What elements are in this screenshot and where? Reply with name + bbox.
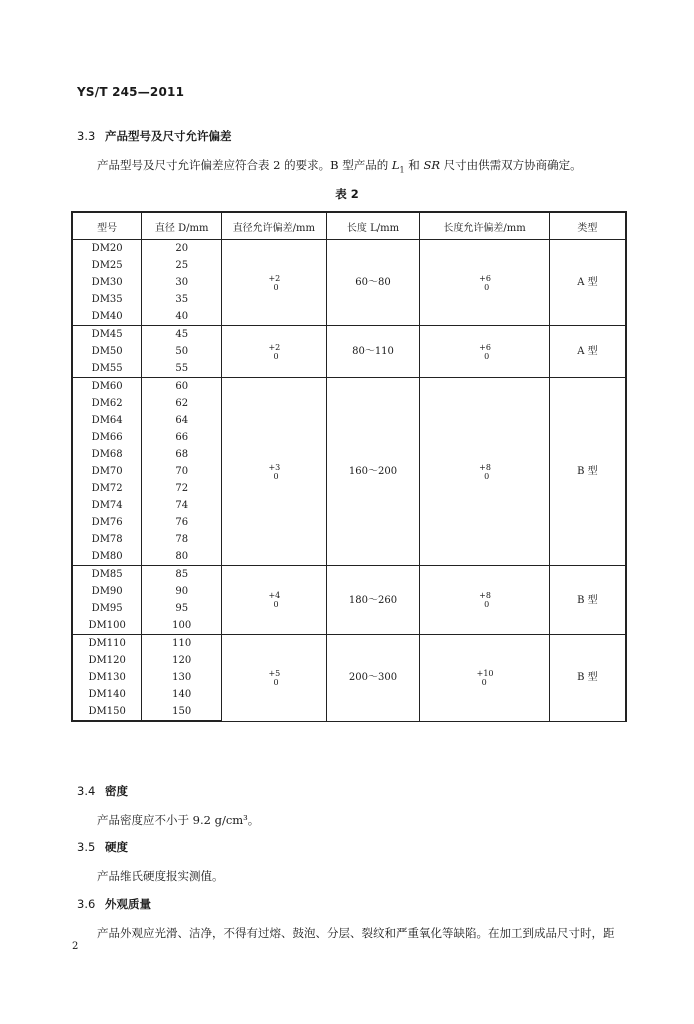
diameter-cell: 120 bbox=[142, 652, 222, 669]
diameter-cell: 110 bbox=[142, 635, 222, 653]
model-cell: DM85 bbox=[72, 566, 142, 584]
diameter-cell: 40 bbox=[142, 308, 222, 326]
tolerance-upper: +6 bbox=[479, 342, 491, 352]
model-cell: DM60 bbox=[72, 378, 142, 396]
tolerance-stack bbox=[267, 274, 280, 292]
diameter-cell: 80 bbox=[142, 548, 222, 566]
diameter-cell: 50 bbox=[142, 343, 222, 360]
section-title: 密度 bbox=[105, 784, 128, 798]
tolerance-lower: 0 bbox=[273, 282, 279, 292]
model-cell: DM66 bbox=[72, 429, 142, 446]
tolerance-lower: 0 bbox=[484, 600, 490, 609]
section-3-3-paragraph bbox=[97, 157, 582, 174]
section-title: 硬度 bbox=[105, 840, 128, 854]
section-title: 外观质量 bbox=[105, 897, 151, 911]
diameter-cell: 76 bbox=[142, 514, 222, 531]
section-3-3-heading bbox=[77, 128, 232, 144]
para-text: 尺寸由供需双方协商确定。 bbox=[439, 158, 582, 172]
section-number: 3.5 bbox=[77, 840, 96, 854]
tolerance-stack bbox=[267, 591, 280, 609]
type-cell: A 型 bbox=[549, 240, 626, 326]
diameter-cell: 30 bbox=[142, 274, 222, 291]
diameter-tolerance-cell bbox=[222, 378, 327, 566]
model-cell: DM55 bbox=[72, 360, 142, 378]
diameter-cell: 150 bbox=[142, 703, 222, 721]
diameter-cell: 62 bbox=[142, 395, 222, 412]
model-cell: DM150 bbox=[72, 703, 142, 721]
header-type: 类型 bbox=[549, 212, 626, 240]
table-caption: 表 2 bbox=[335, 187, 359, 201]
symbol-SR: SR bbox=[423, 158, 440, 172]
model-cell: DM110 bbox=[72, 635, 142, 653]
diameter-cell: 55 bbox=[142, 360, 222, 378]
tolerance-lower: 0 bbox=[484, 351, 490, 361]
tolerance-upper: +4 bbox=[268, 591, 281, 600]
header-diameter: 直径 D/mm bbox=[142, 212, 222, 240]
tolerance-stack bbox=[267, 463, 280, 481]
section-number: 3.6 bbox=[77, 897, 96, 911]
tolerance-upper: +8 bbox=[479, 591, 491, 600]
tolerance-stack bbox=[267, 669, 280, 687]
symbol-L: L bbox=[391, 158, 400, 172]
diameter-cell: 60 bbox=[142, 378, 222, 396]
length-tolerance-cell bbox=[420, 566, 549, 635]
tolerance-upper: +8 bbox=[479, 462, 491, 472]
diameter-cell: 85 bbox=[142, 566, 222, 584]
para-text: 产品型号及尺寸允许偏差应符合表 2 的要求。B 型产品的 bbox=[97, 158, 392, 172]
tolerance-lower: 0 bbox=[484, 471, 490, 481]
length-tolerance-cell bbox=[420, 635, 549, 722]
diameter-cell: 140 bbox=[142, 686, 222, 703]
tolerance-stack bbox=[478, 591, 491, 609]
section-title: 产品型号及尺寸允许偏差 bbox=[105, 129, 232, 143]
tolerance-lower: 0 bbox=[481, 677, 487, 687]
spec-table bbox=[71, 211, 627, 722]
tolerance-stack bbox=[476, 669, 494, 687]
tolerance-lower: 0 bbox=[273, 600, 279, 609]
model-cell: DM74 bbox=[72, 497, 142, 514]
model-cell: DM68 bbox=[72, 446, 142, 463]
section-3-4-paragraph: 产品密度应不小于 9.2 g/cm³。 bbox=[97, 813, 260, 827]
header-diameter-tolerance: 直径允许偏差/mm bbox=[222, 212, 327, 240]
model-cell: DM45 bbox=[72, 326, 142, 344]
model-cell: DM80 bbox=[72, 548, 142, 566]
diameter-cell: 72 bbox=[142, 480, 222, 497]
document-code: YS/T 245—2011 bbox=[77, 85, 185, 99]
model-cell: DM30 bbox=[72, 274, 142, 291]
length-cell: 160～200 bbox=[326, 378, 420, 566]
table-row bbox=[72, 566, 626, 584]
type-cell: B 型 bbox=[549, 378, 626, 566]
tolerance-lower: 0 bbox=[273, 351, 279, 361]
tolerance-upper: +10 bbox=[476, 668, 494, 678]
model-cell: DM62 bbox=[72, 395, 142, 412]
diameter-cell: 68 bbox=[142, 446, 222, 463]
length-tolerance-cell bbox=[420, 326, 549, 378]
model-cell: DM95 bbox=[72, 600, 142, 617]
model-cell: DM40 bbox=[72, 308, 142, 326]
header-model: 型号 bbox=[72, 212, 142, 240]
model-cell: DM100 bbox=[72, 617, 142, 635]
diameter-tolerance-cell bbox=[222, 240, 327, 326]
section-number: 3.3 bbox=[77, 129, 96, 143]
diameter-cell: 100 bbox=[142, 617, 222, 635]
length-tolerance-cell bbox=[420, 240, 549, 326]
tolerance-stack bbox=[478, 274, 491, 292]
diameter-cell: 130 bbox=[142, 669, 222, 686]
diameter-cell: 95 bbox=[142, 600, 222, 617]
model-cell: DM70 bbox=[72, 463, 142, 480]
tolerance-upper: +3 bbox=[268, 462, 281, 472]
model-cell: DM64 bbox=[72, 412, 142, 429]
model-cell: DM35 bbox=[72, 291, 142, 308]
length-tolerance-cell bbox=[420, 378, 549, 566]
length-cell: 180～260 bbox=[326, 566, 420, 635]
tolerance-stack bbox=[478, 343, 491, 361]
type-cell: B 型 bbox=[549, 566, 626, 635]
tolerance-upper: +6 bbox=[479, 273, 491, 283]
tolerance-upper: +2 bbox=[268, 273, 281, 283]
diameter-tolerance-cell bbox=[222, 635, 327, 722]
diameter-cell: 45 bbox=[142, 326, 222, 344]
diameter-cell: 74 bbox=[142, 497, 222, 514]
table-body bbox=[72, 240, 626, 722]
section-3-5-paragraph: 产品维氏硬度报实测值。 bbox=[97, 869, 224, 883]
model-cell: DM50 bbox=[72, 343, 142, 360]
header-length: 长度 L/mm bbox=[326, 212, 420, 240]
diameter-cell: 25 bbox=[142, 257, 222, 274]
length-cell: 200～300 bbox=[326, 635, 420, 722]
length-cell: 80～110 bbox=[326, 326, 420, 378]
diameter-cell: 66 bbox=[142, 429, 222, 446]
diameter-cell: 35 bbox=[142, 291, 222, 308]
model-cell: DM76 bbox=[72, 514, 142, 531]
table-row bbox=[72, 635, 626, 653]
diameter-tolerance-cell bbox=[222, 326, 327, 378]
model-cell: DM20 bbox=[72, 240, 142, 258]
table-row bbox=[72, 378, 626, 396]
tolerance-lower: 0 bbox=[273, 471, 279, 481]
diameter-cell: 78 bbox=[142, 531, 222, 548]
para-text: 和 bbox=[404, 158, 424, 172]
model-cell: DM25 bbox=[72, 257, 142, 274]
section-3-6-heading bbox=[77, 896, 151, 912]
diameter-cell: 20 bbox=[142, 240, 222, 258]
diameter-tolerance-cell bbox=[222, 566, 327, 635]
table-row bbox=[72, 326, 626, 344]
tolerance-stack bbox=[267, 343, 280, 361]
header-length-tolerance: 长度允许偏差/mm bbox=[420, 212, 549, 240]
section-3-5-heading bbox=[77, 839, 128, 855]
diameter-cell: 70 bbox=[142, 463, 222, 480]
tolerance-upper: +2 bbox=[268, 342, 281, 352]
type-cell: A 型 bbox=[549, 326, 626, 378]
page-number: 2 bbox=[72, 941, 79, 952]
table-row bbox=[72, 240, 626, 258]
model-cell: DM78 bbox=[72, 531, 142, 548]
section-3-6-paragraph: 产品外观应光滑、洁净，不得有过熔、鼓泡、分层、裂纹和严重氧化等缺陷。在加工到成品尺寸时，距 bbox=[97, 926, 615, 940]
diameter-cell: 64 bbox=[142, 412, 222, 429]
table-header-row bbox=[72, 212, 626, 240]
tolerance-lower: 0 bbox=[273, 677, 279, 687]
diameter-cell: 90 bbox=[142, 583, 222, 600]
tolerance-stack bbox=[478, 463, 491, 481]
model-cell: DM130 bbox=[72, 669, 142, 686]
subscript: 1 bbox=[399, 165, 405, 175]
section-3-4-heading bbox=[77, 783, 128, 799]
tolerance-upper: +5 bbox=[268, 668, 281, 678]
tolerance-lower: 0 bbox=[484, 282, 490, 292]
length-cell: 60～80 bbox=[326, 240, 420, 326]
section-number: 3.4 bbox=[77, 784, 96, 798]
type-cell: B 型 bbox=[549, 635, 626, 722]
model-cell: DM90 bbox=[72, 583, 142, 600]
model-cell: DM72 bbox=[72, 480, 142, 497]
model-cell: DM140 bbox=[72, 686, 142, 703]
model-cell: DM120 bbox=[72, 652, 142, 669]
